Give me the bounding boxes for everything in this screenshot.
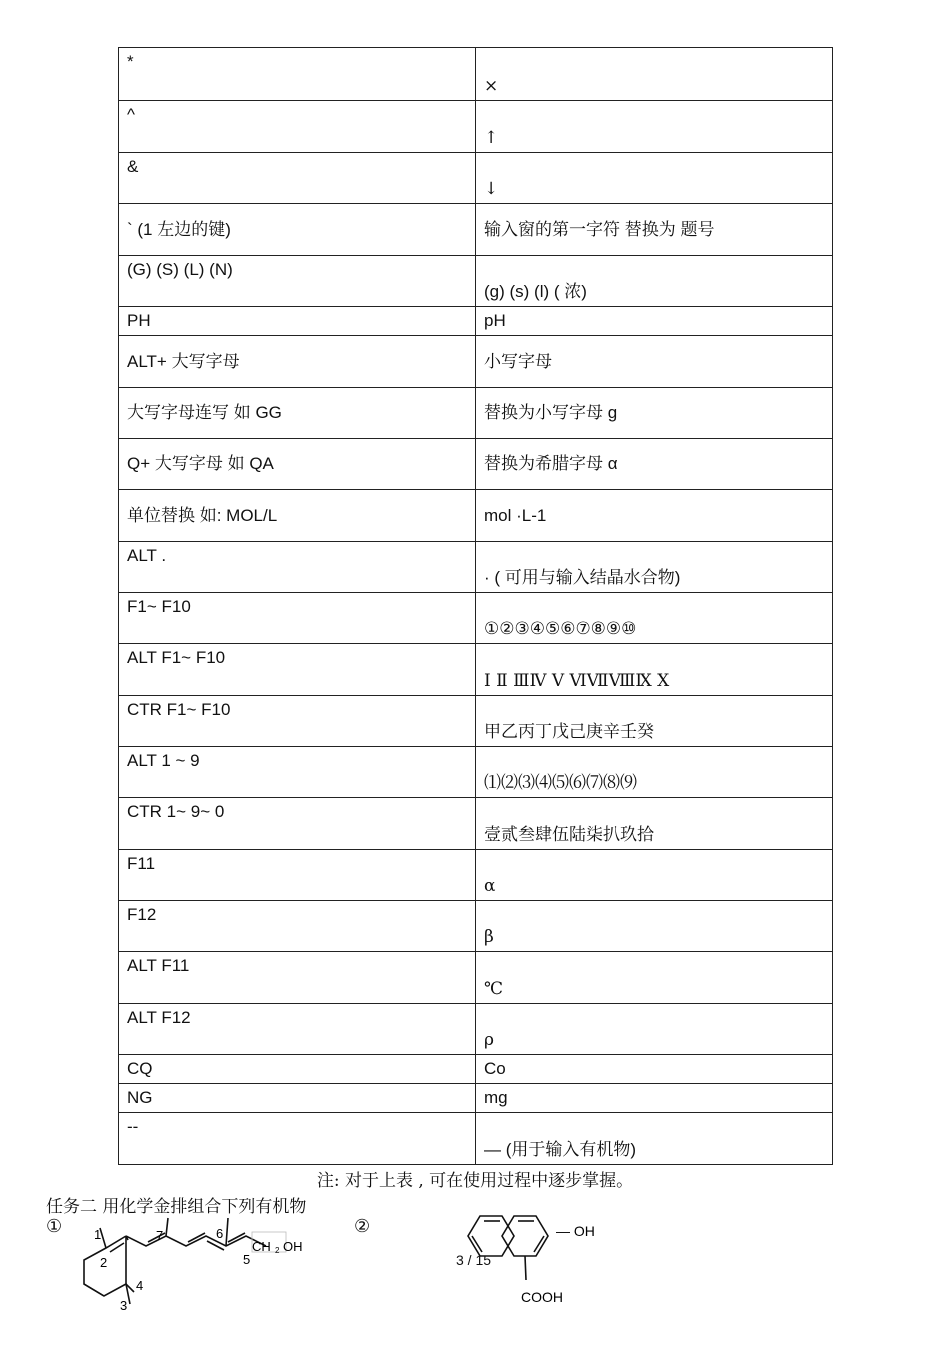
table-row xyxy=(119,204,833,256)
key-cell: 单位替换 如: MOL/L xyxy=(119,490,476,542)
table-row xyxy=(119,593,833,644)
key-cell: F12 xyxy=(119,901,476,952)
key-cell: * xyxy=(119,48,476,101)
methyl-bond xyxy=(166,1218,168,1236)
atom-label: 6 xyxy=(216,1226,224,1241)
value-cell: mg xyxy=(476,1084,833,1113)
shortcut-table xyxy=(118,47,833,1165)
value-cell: · ( 可用与输入结晶水合物) xyxy=(476,542,833,593)
key-cell: ALT F11 xyxy=(119,952,476,1004)
key-cell: ALT+ 大写字母 xyxy=(119,336,476,388)
table-row xyxy=(119,307,833,336)
table-row xyxy=(119,542,833,593)
key-cell: & xyxy=(119,153,476,204)
table-row xyxy=(119,490,833,542)
hydroxyl-label: — OH xyxy=(556,1223,595,1239)
key-cell: PH xyxy=(119,307,476,336)
table-row xyxy=(119,48,833,101)
ring-bond xyxy=(468,1216,514,1256)
carboxyl-label: COOH xyxy=(521,1289,563,1305)
compound-1-structure xyxy=(70,1212,330,1317)
key-cell: ALT F1~ F10 xyxy=(119,644,476,696)
value-cell: ↑ xyxy=(476,101,833,153)
key-cell: F11 xyxy=(119,850,476,901)
value-cell: 壹贰叁肆伍陆柒扒玖拾 xyxy=(476,798,833,850)
key-cell: ^ xyxy=(119,101,476,153)
table-row xyxy=(119,153,833,204)
value-cell: × xyxy=(476,48,833,101)
key-cell: ` (1 左边的键) xyxy=(119,204,476,256)
atom-label: 4 xyxy=(136,1278,144,1293)
key-cell: ALT 1 ~ 9 xyxy=(119,747,476,798)
value-cell: 替换为希腊字母 α xyxy=(476,439,833,490)
value-cell: mol ·L-1 xyxy=(476,490,833,542)
key-cell: -- xyxy=(119,1113,476,1165)
value-cell: Co xyxy=(476,1055,833,1084)
value-cell: 甲乙丙丁戊己庚辛壬癸 xyxy=(476,696,833,747)
key-cell: NG xyxy=(119,1084,476,1113)
value-cell: ⑴⑵⑶⑷⑸⑹⑺⑻⑼ xyxy=(476,747,833,798)
table-row xyxy=(119,1113,833,1165)
key-cell: F1~ F10 xyxy=(119,593,476,644)
table-row xyxy=(119,1004,833,1055)
atom-label: 2 xyxy=(100,1255,108,1270)
group-label: CH xyxy=(252,1239,271,1254)
key-cell: CTR 1~ 9~ 0 xyxy=(119,798,476,850)
carboxyl-bond xyxy=(525,1256,526,1280)
table-row xyxy=(119,644,833,696)
ring-bond xyxy=(502,1216,548,1256)
value-cell: ①②③④⑤⑥⑦⑧⑨⑩ xyxy=(476,593,833,644)
value-cell: (g) (s) (l) ( 浓) xyxy=(476,256,833,307)
ring-bond xyxy=(84,1284,104,1296)
key-cell: CTR F1~ F10 xyxy=(119,696,476,747)
value-cell: ℃ xyxy=(476,952,833,1004)
table-row xyxy=(119,439,833,490)
table-row xyxy=(119,952,833,1004)
table-row xyxy=(119,901,833,952)
value-cell: ↓ xyxy=(476,153,833,204)
value-cell: α xyxy=(476,850,833,901)
value-cell: 小写字母 xyxy=(476,336,833,388)
table-row xyxy=(119,388,833,439)
key-cell: CQ xyxy=(119,1055,476,1084)
key-cell: (G) (S) (L) (N) xyxy=(119,256,476,307)
atom-label: 3 xyxy=(120,1298,128,1313)
value-cell: 替换为小写字母 g xyxy=(476,388,833,439)
table-row xyxy=(119,1055,833,1084)
page-number: 3 / 15 xyxy=(456,1252,492,1268)
atom-label: 5 xyxy=(243,1252,251,1267)
compound-1-number: ① xyxy=(46,1216,63,1237)
atom-label: 1 xyxy=(94,1227,102,1242)
table-row xyxy=(119,798,833,850)
compound-2-number: ② xyxy=(354,1216,371,1237)
table-row xyxy=(119,747,833,798)
key-cell: ALT . xyxy=(119,542,476,593)
table-row xyxy=(119,850,833,901)
group-subscript: 2 xyxy=(275,1246,280,1255)
value-cell: — (用于输入有机物) xyxy=(476,1113,833,1165)
value-cell: pH xyxy=(476,307,833,336)
chain-double-bond xyxy=(207,1241,224,1250)
value-cell: β xyxy=(476,901,833,952)
table-row xyxy=(119,1084,833,1113)
key-cell: ALT F12 xyxy=(119,1004,476,1055)
table-row xyxy=(119,696,833,747)
value-cell: ρ xyxy=(476,1004,833,1055)
table-note: 注: 对于上表 , 可在使用过程中逐步掌握。 xyxy=(316,1171,634,1191)
table-row xyxy=(119,101,833,153)
table-row xyxy=(119,256,833,307)
atom-label: 7 xyxy=(156,1228,164,1243)
methyl-bond xyxy=(226,1218,228,1246)
key-cell: Q+ 大写字母 如 QA xyxy=(119,439,476,490)
value-cell: Ⅰ Ⅱ ⅢⅣ Ⅴ ⅥⅦⅧⅨ Ⅹ xyxy=(476,644,833,696)
table-row xyxy=(119,336,833,388)
group-label: OH xyxy=(283,1239,303,1254)
value-cell: 输入窗的第一字符 替换为 题号 xyxy=(476,204,833,256)
key-cell: 大写字母连写 如 GG xyxy=(119,388,476,439)
task-heading: 任务二 用化学金排组合下列有机物 xyxy=(46,1197,307,1217)
